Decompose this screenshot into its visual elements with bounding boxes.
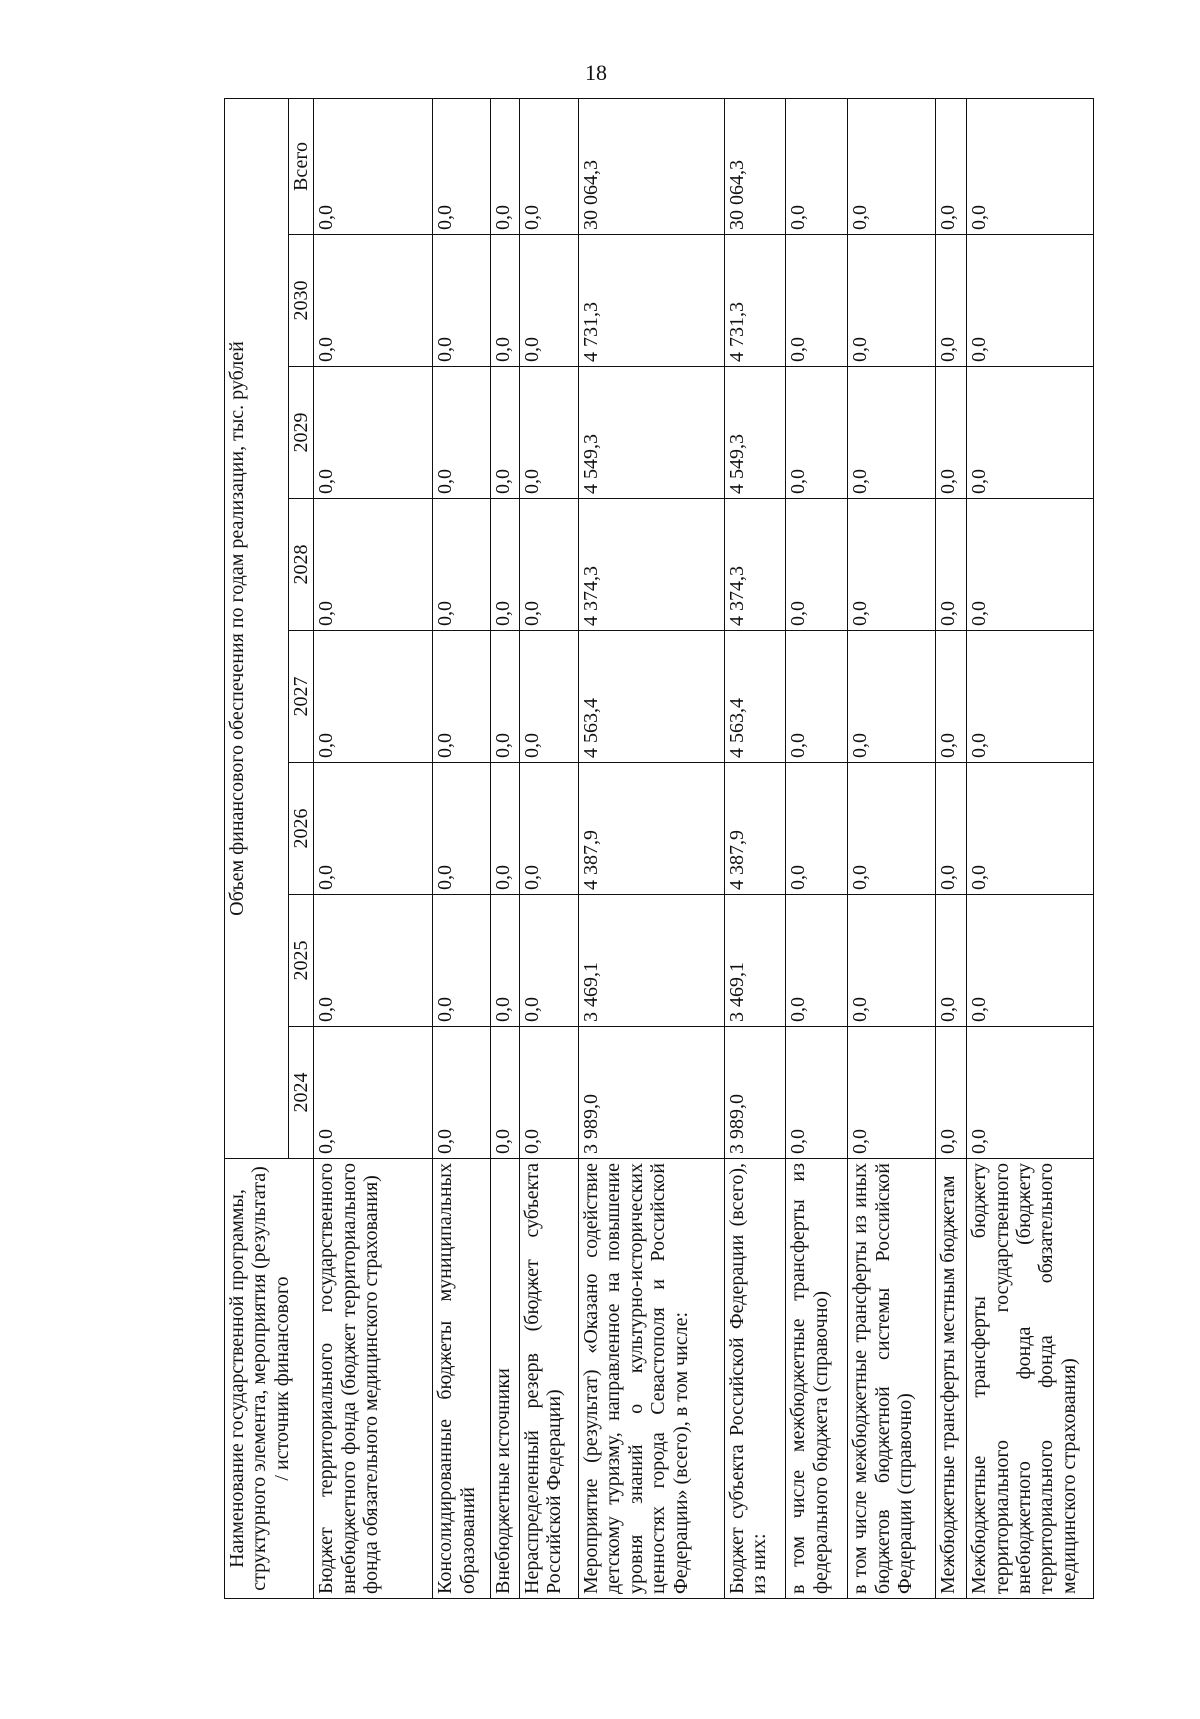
table-row (519, 98, 579, 1598)
cell-value: 0,0 (967, 499, 1094, 631)
cell-value: 0,0 (786, 499, 848, 631)
rotated-table-container (224, 99, 1094, 1599)
cell-value: 0,0 (848, 1027, 936, 1159)
cell-value: 0,0 (786, 367, 848, 499)
row-name: Внебюджетные источники (490, 1159, 519, 1599)
cell-value: 0,0 (314, 895, 433, 1027)
cell-value: 0,0 (848, 98, 936, 234)
table-row (724, 98, 786, 1598)
cell-value: 4 731,3 (579, 235, 725, 367)
cell-value: 0,0 (433, 631, 490, 763)
header-year: 2030 (289, 235, 314, 367)
row-name: в том числе межбюджетные трансферты из федерального бюджета (справочно) (786, 1159, 848, 1599)
cell-value: 0,0 (519, 98, 579, 234)
row-name: Консолидированные бюджеты муниципальных образований (433, 1159, 490, 1599)
table-row (314, 98, 433, 1598)
row-name: Межбюджетные трансферты бюджету территориального государственного внебюджетного фонда (бюджету территориального фонда обязательного медицинского страхования) (967, 1159, 1094, 1599)
row-name: в том числе межбюджетные трансферты из иных бюджетов бюджетной системы Российской Федерации (справочно) (848, 1159, 936, 1599)
cell-value: 0,0 (490, 763, 519, 895)
cell-value: 30 064,3 (579, 98, 725, 234)
cell-value: 0,0 (786, 763, 848, 895)
table-row (967, 98, 1094, 1598)
header-name-column: Наименование государственной программы, структурного элемента, мероприятия (результата) / источник финансового (225, 1159, 314, 1599)
cell-value: 4 374,3 (579, 499, 725, 631)
header-funding-group: Объем финансового обеспечения по годам реализации, тыс. рублей (225, 98, 289, 1158)
cell-value: 0,0 (786, 895, 848, 1027)
cell-value: 0,0 (433, 367, 490, 499)
table-row (433, 98, 490, 1598)
row-name: Межбюджетные трансферты местным бюджетам (936, 1159, 967, 1599)
cell-value: 4 563,4 (724, 631, 786, 763)
cell-value: 4 374,3 (724, 499, 786, 631)
financing-table (224, 98, 1094, 1599)
cell-value: 0,0 (786, 1027, 848, 1159)
cell-value: 0,0 (967, 235, 1094, 367)
cell-value: 0,0 (519, 1027, 579, 1159)
cell-value: 4 563,4 (579, 631, 725, 763)
cell-value: 0,0 (314, 1027, 433, 1159)
cell-value: 0,0 (490, 98, 519, 234)
cell-value: 0,0 (936, 763, 967, 895)
cell-value: 0,0 (519, 895, 579, 1027)
cell-value: 0,0 (490, 895, 519, 1027)
header-row-group (225, 98, 289, 1598)
cell-value: 0,0 (433, 1027, 490, 1159)
cell-value: 0,0 (936, 499, 967, 631)
cell-value: 30 064,3 (724, 98, 786, 234)
cell-value: 0,0 (433, 499, 490, 631)
cell-value: 3 469,1 (579, 895, 725, 1027)
row-name: Мероприятие (результат) «Оказано содействие детскому туризму, направленное на повышение уровня знаний о культурно-исторических ценностях города Севастополя и Российской Федерации» (всего), в том числе: (579, 1159, 725, 1599)
cell-value: 0,0 (433, 763, 490, 895)
cell-value: 0,0 (786, 631, 848, 763)
cell-value: 0,0 (519, 631, 579, 763)
header-year: 2024 (289, 1027, 314, 1159)
cell-value: 0,0 (967, 895, 1094, 1027)
cell-value: 0,0 (848, 367, 936, 499)
cell-value: 0,0 (519, 235, 579, 367)
cell-value: 0,0 (314, 631, 433, 763)
cell-value: 0,0 (967, 98, 1094, 234)
header-year: 2027 (289, 631, 314, 763)
cell-value: 0,0 (433, 235, 490, 367)
cell-value: 0,0 (314, 98, 433, 234)
cell-value: 0,0 (848, 631, 936, 763)
cell-value: 0,0 (490, 1027, 519, 1159)
cell-value: 0,0 (786, 98, 848, 234)
cell-value: 0,0 (314, 499, 433, 631)
cell-value: 0,0 (967, 367, 1094, 499)
cell-value: 0,0 (490, 631, 519, 763)
cell-value: 0,0 (936, 235, 967, 367)
cell-value: 0,0 (490, 367, 519, 499)
cell-value: 4 387,9 (579, 763, 725, 895)
cell-value: 4 549,3 (724, 367, 786, 499)
cell-value: 0,0 (519, 367, 579, 499)
cell-value: 0,0 (848, 235, 936, 367)
cell-value: 0,0 (848, 499, 936, 631)
table-row (490, 98, 519, 1598)
table-row (936, 98, 967, 1598)
cell-value: 4 731,3 (724, 235, 786, 367)
cell-value: 0,0 (936, 367, 967, 499)
header-year: 2025 (289, 895, 314, 1027)
cell-value: 0,0 (848, 895, 936, 1027)
page-number: 18 (585, 60, 607, 85)
cell-value: 0,0 (433, 98, 490, 234)
cell-value: 0,0 (490, 499, 519, 631)
cell-value: 0,0 (967, 631, 1094, 763)
cell-value: 4 387,9 (724, 763, 786, 895)
row-name: Нераспределенный резерв (бюджет субъекта Российской Федерации) (519, 1159, 579, 1599)
cell-value: 0,0 (519, 763, 579, 895)
cell-value: 0,0 (490, 235, 519, 367)
cell-value: 4 549,3 (579, 367, 725, 499)
row-name: Бюджет субъекта Российской Федерации (всего), из них: (724, 1159, 786, 1599)
table-row (579, 98, 725, 1598)
cell-value: 0,0 (433, 895, 490, 1027)
row-name: Бюджет территориального государственного внебюджетного фонда (бюджет территориального фонда обязательного медицинского страхования) (314, 1159, 433, 1599)
cell-value: 3 469,1 (724, 895, 786, 1027)
cell-value: 0,0 (936, 631, 967, 763)
cell-value: 0,0 (936, 895, 967, 1027)
cell-value: 0,0 (314, 763, 433, 895)
cell-value: 0,0 (967, 1027, 1094, 1159)
header-year: 2028 (289, 499, 314, 631)
cell-value: 0,0 (967, 763, 1094, 895)
header-year: 2029 (289, 367, 314, 499)
cell-value: 0,0 (936, 1027, 967, 1159)
cell-value: 0,0 (848, 763, 936, 895)
table-row (848, 98, 936, 1598)
table-row (786, 98, 848, 1598)
cell-value: 0,0 (786, 235, 848, 367)
cell-value: 0,0 (519, 499, 579, 631)
cell-value: 0,0 (314, 367, 433, 499)
cell-value: 3 989,0 (579, 1027, 725, 1159)
header-year: 2026 (289, 763, 314, 895)
cell-value: 0,0 (936, 98, 967, 234)
cell-value: 3 989,0 (724, 1027, 786, 1159)
cell-value: 0,0 (314, 235, 433, 367)
header-total: Всего (289, 98, 314, 234)
